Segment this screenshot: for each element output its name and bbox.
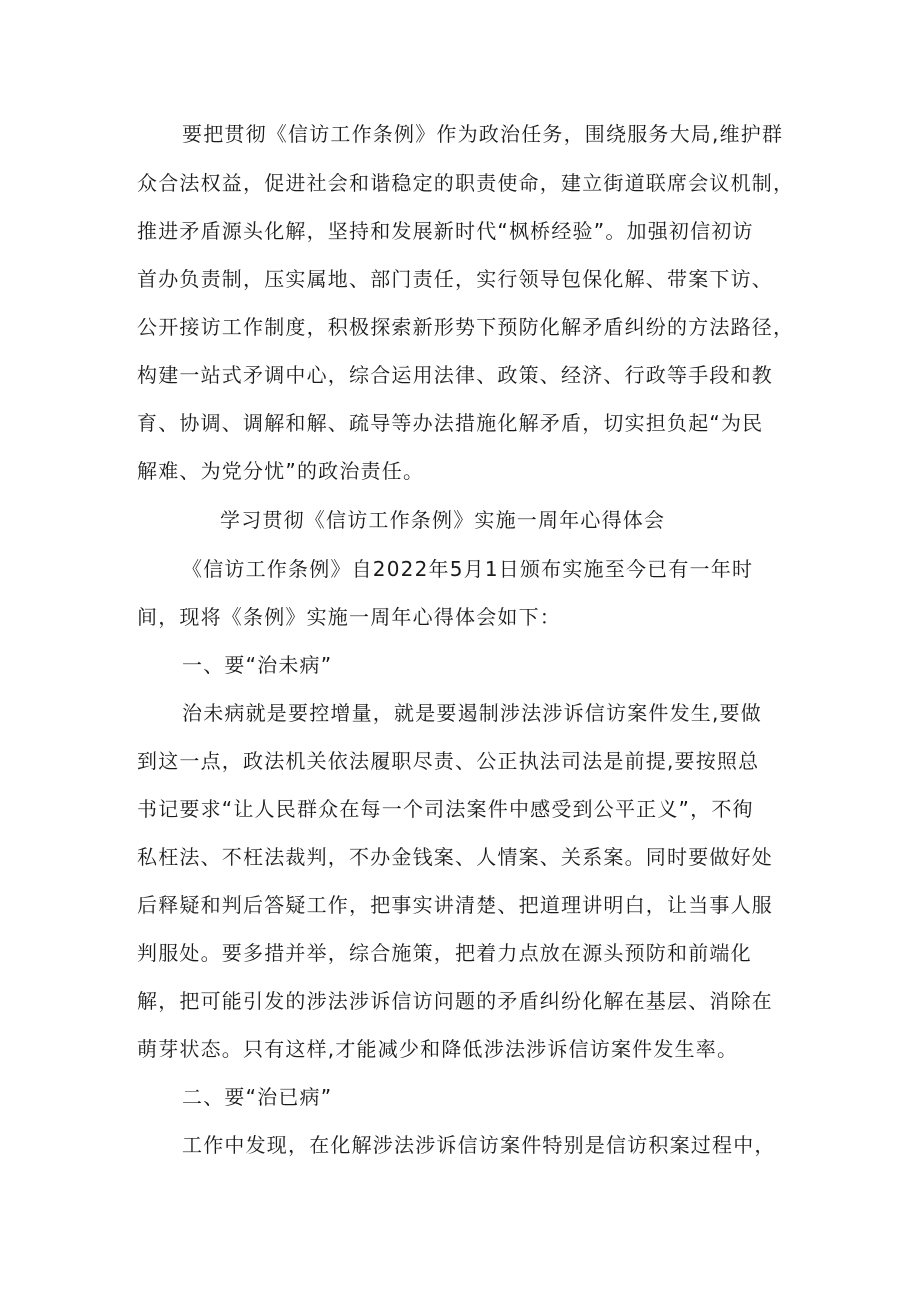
section1-heading: 一、要“治未病” [182,653,333,677]
intro-line: 公开接访工作制度，积极探索新形势下预防化解矛盾纠纷的方法路径， [137,315,795,339]
section1-line: 后释疑和判后答疑工作，把事实讲清楚、把道理讲明白，让当事人服 [137,893,773,917]
opening-line: 间，现将《条例》实施一周年心得体会如下： [137,605,561,629]
section1-line: 萌芽状态。只有这样,才能减少和降低涉法涉诉信访案件发生率。 [137,1037,739,1061]
section2-heading: 二、要“治已病” [182,1085,333,1109]
intro-line: 构建一站式矛调中心，综合运用法律、政策、经济、行政等手段和教 [137,363,773,387]
section1-line: 书记要求“让人民群众在每一个司法案件中感受到公平正义”，不徇 [137,797,754,821]
intro-line: 首办负责制，压实属地、部门责任，实行领导包保化解、带案下访、 [137,267,773,291]
intro-line: 推进矛盾源头化解，坚持和发展新时代“枫桥经验”。加强初信初访 [137,219,754,243]
section1-line: 到这一点，政法机关依法履职尽责、公正执法司法是前提,要按照总 [137,749,760,773]
intro-line: 解难、为党分忧”的政治责任。 [137,459,425,483]
section1-line: 判服处。要多措并举，综合施策，把着力点放在源头预防和前端化 [137,941,752,965]
section1-line: 解，把可能引发的涉法涉诉信访问题的矛盾纠纷化解在基层、消除在 [137,989,773,1013]
intro-line: 众合法权益，促进社会和谐稳定的职责使命，建立街道联席会议机制， [137,171,795,195]
section1-line: 治未病就是要控增量，就是要遏制涉法涉诉信访案件发生,要做 [182,701,762,725]
intro-line: 要把贯彻《信访工作条例》作为政治任务，围绕服务大局,维护群 [182,122,784,146]
intro-line: 育、协调、调解和解、疏导等办法措施化解矛盾，切实担负起“为民 [137,411,764,435]
opening-line: 《信访工作条例》自2022年5月1日颁布实施至今已有一年时 [182,557,754,581]
document-title: 学习贯彻《信访工作条例》实施一周年心得体会 [220,508,666,532]
section1-line: 私枉法、不枉法裁判，不办金钱案、人情案、关系案。同时要做好处 [137,845,773,869]
section2-line: 工作中发现，在化解涉法涉诉信访案件特别是信访积案过程中， [182,1133,776,1157]
